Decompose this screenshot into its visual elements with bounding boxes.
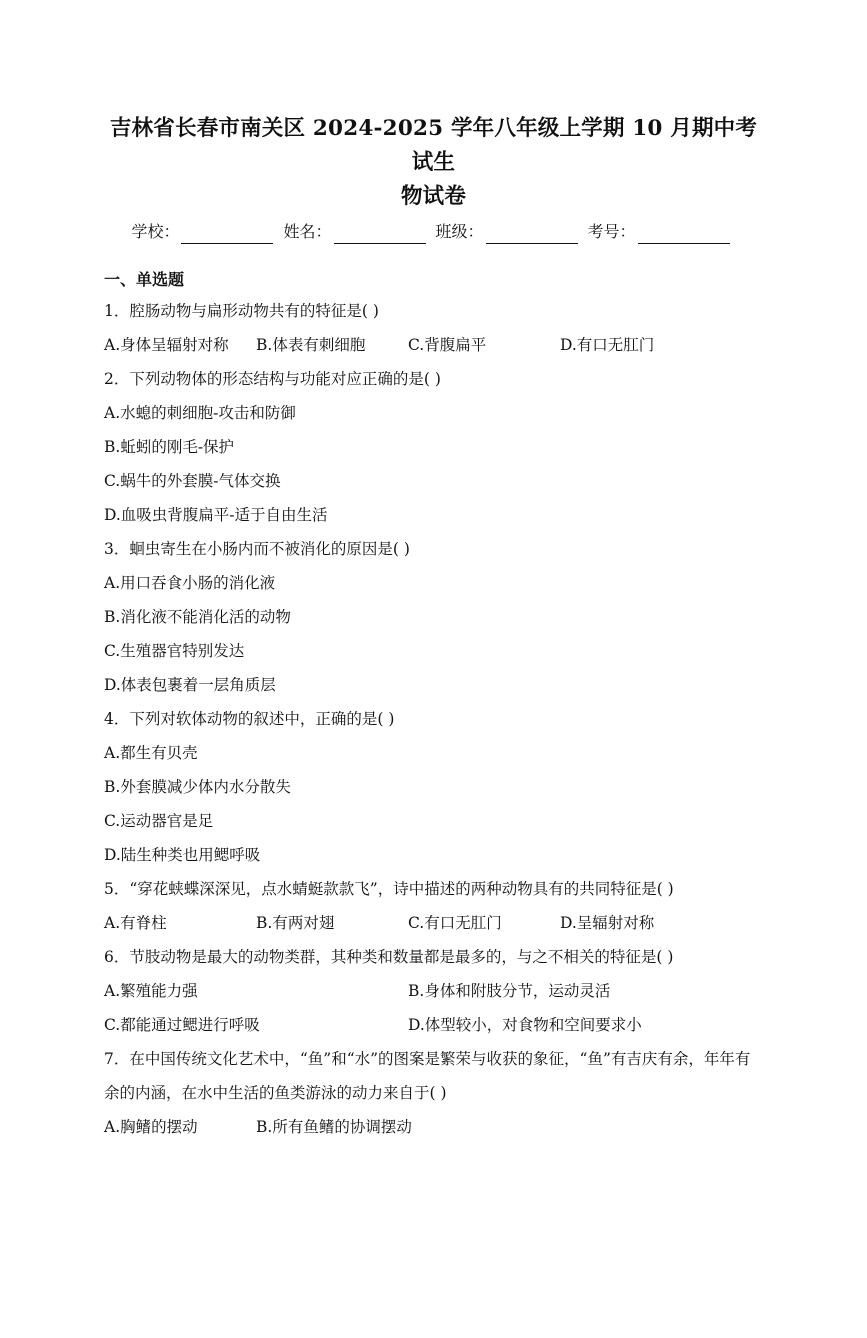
- option[interactable]: D.有口无肛门: [560, 336, 655, 354]
- number-field[interactable]: 考号：: [588, 220, 736, 244]
- number-blank[interactable]: [638, 225, 730, 244]
- question-7: 7．在中国传统文化艺术中，“鱼”和“水”的图案是繁荣与收获的象征，“鱼”有吉庆有余，年年有余的内涵，在水中生活的鱼类游泳的动力来自于( ): [104, 1050, 751, 1102]
- option[interactable]: C.背腹扁平: [408, 336, 487, 354]
- option[interactable]: C.运动器官是足: [104, 812, 214, 830]
- question-7-options: [104, 1110, 763, 1144]
- exam-page: [0, 112, 867, 1338]
- class-blank[interactable]: [486, 225, 578, 244]
- option[interactable]: B.消化液不能消化活的动物: [104, 608, 291, 626]
- option[interactable]: A.胸鳍的摆动: [104, 1118, 198, 1136]
- option[interactable]: B.外套膜减少体内水分散失: [104, 778, 291, 796]
- option[interactable]: B.身体和附肢分节，运动灵活: [408, 982, 611, 1000]
- option[interactable]: A.繁殖能力强: [104, 982, 198, 1000]
- question-4: 4．下列对软体动物的叙述中，正确的是( ): [104, 710, 395, 728]
- school-blank[interactable]: [181, 225, 273, 244]
- option[interactable]: D.血吸虫背腹扁平-适于自由生活: [104, 506, 328, 524]
- option[interactable]: B.蚯蚓的刚毛-保护: [104, 438, 235, 456]
- option[interactable]: B.体表有刺细胞: [256, 336, 366, 354]
- option[interactable]: C.都能通过鳃进行呼吸: [104, 1016, 260, 1034]
- question-6: 6．节肢动物是最大的动物类群，其种类和数量都是最多的，与之不相关的特征是( ): [104, 948, 674, 966]
- title-line-2: 物试卷: [400, 184, 467, 209]
- option[interactable]: A.身体呈辐射对称: [104, 336, 229, 354]
- option[interactable]: B.有两对翅: [256, 914, 335, 932]
- option[interactable]: C.蜗牛的外套膜-气体交换: [104, 472, 281, 490]
- option[interactable]: D.体表包裹着一层角质层: [104, 676, 276, 694]
- option[interactable]: B.所有鱼鳍的协调摆动: [256, 1118, 412, 1136]
- question-6-options-row-2: [104, 1008, 763, 1042]
- name-blank[interactable]: [334, 225, 426, 244]
- option[interactable]: D.体型较小，对食物和空间要求小: [408, 1016, 642, 1034]
- option[interactable]: D.陆生种类也用鳃呼吸: [104, 846, 261, 864]
- option[interactable]: C.生殖器官特别发达: [104, 642, 245, 660]
- school-field[interactable]: 学校：: [131, 220, 279, 244]
- question-3: 3．蛔虫寄生在小肠内而不被消化的原因是( ): [104, 540, 410, 558]
- exam-title: [104, 112, 763, 214]
- option[interactable]: D.呈辐射对称: [560, 914, 655, 932]
- option[interactable]: A.水螅的刺细胞-攻击和防御: [104, 404, 296, 422]
- option[interactable]: A.用口吞食小肠的消化液: [104, 574, 276, 592]
- question-6-options-row-1: [104, 974, 763, 1008]
- option[interactable]: A.有脊柱: [104, 914, 167, 932]
- title-line-1: 吉林省长春市南关区 2024-2025 学年八年级上学期 10 月期中考试生: [109, 116, 758, 175]
- question-1-options: [104, 328, 763, 362]
- question-5-options: [104, 906, 763, 940]
- option[interactable]: A.都生有贝壳: [104, 744, 198, 762]
- section-heading: 一、单选题: [104, 270, 185, 289]
- class-field[interactable]: 班级：: [436, 220, 584, 244]
- question-5: 5．“穿花蛱蝶深深见，点水蜻蜓款款飞”，诗中描述的两种动物具有的共同特征是( ): [104, 880, 674, 898]
- question-2: 2．下列动物体的形态结构与功能对应正确的是( ): [104, 370, 441, 388]
- question-1: 1．腔肠动物与扁形动物共有的特征是( ): [104, 302, 379, 320]
- student-info-row: [104, 220, 763, 244]
- option[interactable]: C.有口无肛门: [408, 914, 502, 932]
- name-field[interactable]: 姓名：: [283, 220, 431, 244]
